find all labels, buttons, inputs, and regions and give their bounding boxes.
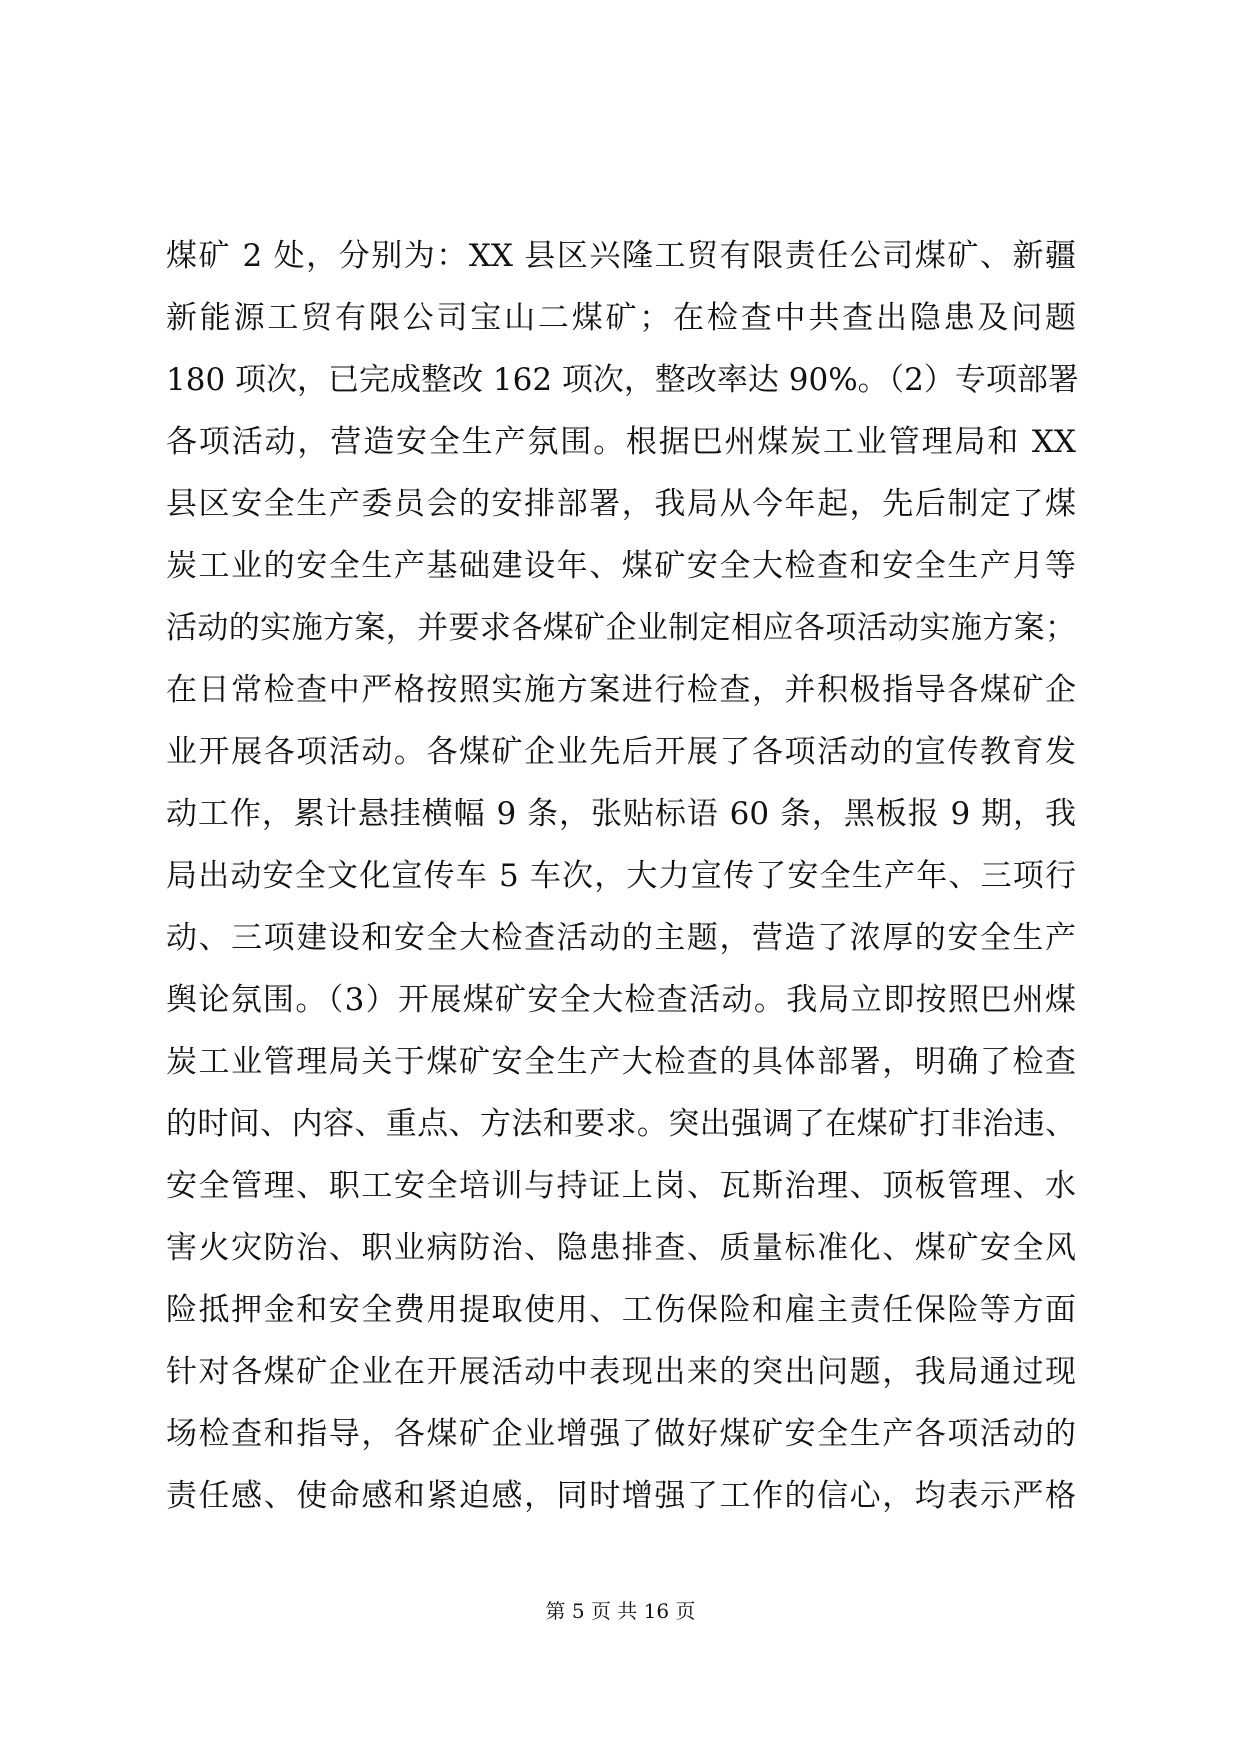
- text-line: 险抵押金和安全费用提取使用、工伤保险和雇主责任保险等方面: [166, 1292, 1076, 1328]
- text-line: 局出动安全文化宣传车 5 车次，大力宣传了安全生产年、三项行: [166, 858, 1076, 894]
- text-line: 舆论氛围。（3）开展煤矿安全大检查活动。我局立即按照巴州煤: [166, 982, 1076, 1018]
- page-footer: [0, 1596, 1241, 1626]
- text-line: 活动的实施方案，并要求各煤矿企业制定相应各项活动实施方案；: [166, 610, 1076, 646]
- text-line: 180 项次，已完成整改 162 项次，整改率达 90%。（2）专项部署: [166, 362, 1079, 398]
- text-line: 在日常检查中严格按照实施方案进行检查，并积极指导各煤矿企: [166, 672, 1076, 708]
- text-line: 县区安全生产委员会的安排部署，我局从今年起，先后制定了煤: [166, 486, 1076, 522]
- text-line: 动工作，累计悬挂横幅 9 条，张贴标语 60 条，黑板报 9 期，我: [166, 796, 1076, 832]
- text-line: 各项活动，营造安全生产氛围。根据巴州煤炭工业管理局和 XX: [166, 424, 1076, 460]
- text-line: 炭工业管理局关于煤矿安全生产大检查的具体部署，明确了检查: [166, 1044, 1076, 1080]
- text-line: 煤矿 2 处，分别为：XX 县区兴隆工贸有限责任公司煤矿、新疆: [166, 238, 1076, 274]
- text-line: 业开展各项活动。各煤矿企业先后开展了各项活动的宣传教育发: [166, 734, 1076, 770]
- page-number-label: 第 5 页 共 16 页: [545, 1599, 696, 1623]
- body-text: [166, 225, 1079, 1527]
- text-line: 责任感、使命感和紧迫感，同时增强了工作的信心，均表示严格: [166, 1478, 1076, 1514]
- text-line: 害火灾防治、职业病防治、隐患排查、质量标准化、煤矿安全风: [166, 1230, 1076, 1266]
- text-line: 新能源工贸有限公司宝山二煤矿；在检查中共查出隐患及问题: [166, 300, 1076, 336]
- text-line: 炭工业的安全生产基础建设年、煤矿安全大检查和安全生产月等: [166, 548, 1076, 584]
- text-line: 场检查和指导，各煤矿企业增强了做好煤矿安全生产各项活动的: [166, 1416, 1076, 1452]
- text-line: 动、三项建设和安全大检查活动的主题，营造了浓厚的安全生产: [166, 920, 1076, 956]
- text-line: 安全管理、职工安全培训与持证上岗、瓦斯治理、顶板管理、水: [166, 1168, 1076, 1204]
- text-line: 针对各煤矿企业在开展活动中表现出来的突出问题，我局通过现: [166, 1354, 1076, 1390]
- text-line: 的时间、内容、重点、方法和要求。突出强调了在煤矿打非治违、: [166, 1106, 1076, 1142]
